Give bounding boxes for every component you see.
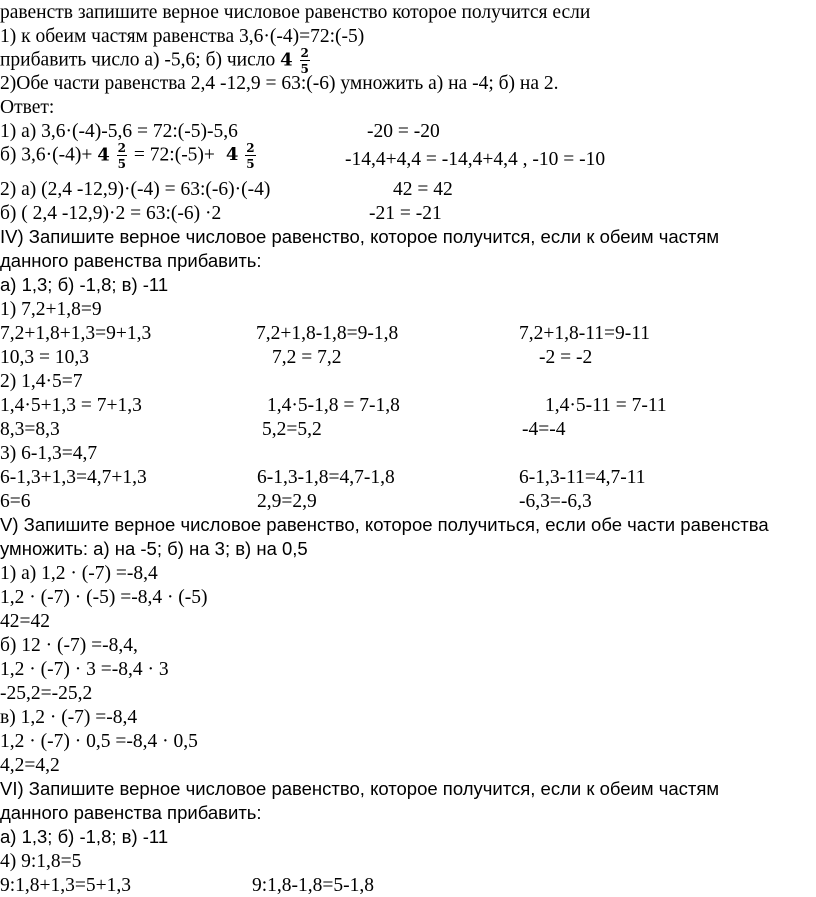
text-line: -25,2=-25,2	[0, 683, 93, 704]
text-line: -20 = -20	[367, 121, 440, 142]
text-line: а) 1,3; б) -1,8; в) -11	[0, 274, 169, 295]
fraction-denominator: 5	[117, 157, 127, 171]
text-line: 9:1,8-1,8=5-1,8	[252, 875, 375, 896]
fraction	[245, 142, 255, 170]
text-line: 5,2=5,2	[262, 419, 322, 440]
fraction-numerator: 2	[246, 141, 255, 155]
text-line: 2) а) (2,4 -12,9)·(-4) = 63:(-6)·(-4)	[0, 179, 271, 200]
section-heading: данного равенства прибавить:	[0, 802, 262, 823]
section-heading: V) Запишите верное числовое равенство, которое получиться, если обе части равенства	[0, 514, 769, 535]
text-line: 1) а) 1,2 · (-7) =-8,4	[0, 563, 158, 584]
text-line: б) ( 2,4 -12,9)·2 = 63:(-6) ·2	[0, 203, 222, 224]
text-line: -6,3=-6,3	[519, 491, 592, 512]
text-line: -21 = -21	[369, 203, 442, 224]
text-line: 1,4·5+1,3 = 7+1,3	[0, 395, 142, 416]
text-line: Ответ:	[0, 97, 55, 118]
fraction-numerator: 2	[300, 46, 309, 60]
text-line: 8,3=8,3	[0, 419, 60, 440]
text-line: -14,4+4,4 = -14,4+4,4 , -10 = -10	[345, 149, 606, 170]
text-line: 10,3 = 10,3	[0, 347, 89, 368]
text-line: 6-1,3-1,8=4,7-1,8	[257, 467, 395, 488]
text-line: 7,2+1,8-1,8=9-1,8	[256, 323, 399, 344]
section-heading: умножить: а) на -5; б) на 3; в) на 0,5	[0, 538, 308, 559]
text-line: -4=-4	[522, 419, 566, 440]
text-line-with-fraction	[0, 47, 312, 75]
text-line: 1,2 · (-7) · 0,5 =-8,4 · 0,5	[0, 731, 198, 752]
text-line: равенств запишите верное числовое равенство которое получится если	[0, 2, 591, 23]
mixed-number-whole: 4	[225, 144, 239, 166]
text-line: в) 1,2 · (-7) =-8,4	[0, 707, 138, 728]
text-line: 6=6	[0, 491, 31, 512]
text-line: 1) к обеим частям равенства 3,6·(-4)=72:(-5)	[0, 26, 365, 47]
text-line: 1,2 · (-7) · (-5) =-8,4 · (-5)	[0, 587, 208, 608]
mixed-number-whole: 4	[97, 144, 110, 166]
text-line: -2 = -2	[539, 347, 593, 368]
section-heading: IV) Запишите верное числовое равенство, которое получится, если к обеим частям	[0, 226, 720, 247]
section-heading: данного равенства прибавить:	[0, 250, 262, 271]
text-line: а) 1,3; б) -1,8; в) -11	[0, 826, 169, 847]
fraction-numerator: 2	[117, 141, 127, 155]
text-line: 2)Обе части равенства 2,4 -12,9 = 63:(-6) умножить а) на -4; б) на 2.	[0, 73, 559, 94]
text-segment: = 72:(-5)+	[133, 144, 215, 166]
text-line: 1,4·5-11 = 7-11	[545, 395, 667, 416]
fraction-denominator: 5	[246, 157, 255, 171]
fraction	[117, 142, 127, 170]
text-line: 3) 6-1,3=4,7	[0, 443, 98, 464]
text-line: 6-1,3+1,3=4,7+1,3	[0, 467, 147, 488]
text-line: 42=42	[0, 611, 50, 632]
fraction-denominator: 5	[300, 62, 309, 76]
text-line: 4,2=4,2	[0, 755, 60, 776]
text-line: 1) а) 3,6·(-4)-5,6 = 72:(-5)-5,6	[0, 121, 238, 142]
text-line: 7,2+1,8+1,3=9+1,3	[0, 323, 152, 344]
text-segment: прибавить число а) -5,6; б) число	[0, 49, 276, 71]
text-line: 42 = 42	[393, 179, 453, 200]
text-line-with-fraction	[0, 142, 258, 170]
text-line: 1,4·5-1,8 = 7-1,8	[267, 395, 400, 416]
text-line: 1,2 · (-7) · 3 =-8,4 · 3	[0, 659, 169, 680]
mixed-number-whole: 4	[280, 49, 293, 71]
text-line: б) 12 · (-7) =-8,4,	[0, 635, 138, 656]
text-line: 2) 1,4·5=7	[0, 371, 83, 392]
text-line: 7,2 = 7,2	[272, 347, 342, 368]
text-line: 6-1,3-11=4,7-11	[519, 467, 646, 488]
text-line: 4) 9:1,8=5	[0, 851, 82, 872]
text-line: 7,2+1,8-11=9-11	[519, 323, 651, 344]
text-line: 2,9=2,9	[257, 491, 317, 512]
text-segment: б) 3,6·(-4)+	[0, 144, 93, 166]
text-line: 1) 7,2+1,8=9	[0, 299, 102, 320]
fraction	[300, 47, 310, 75]
text-line: 9:1,8+1,3=5+1,3	[0, 875, 132, 896]
section-heading: VI) Запишите верное числовое равенство, которое получится, если к обеим частям	[0, 778, 720, 799]
